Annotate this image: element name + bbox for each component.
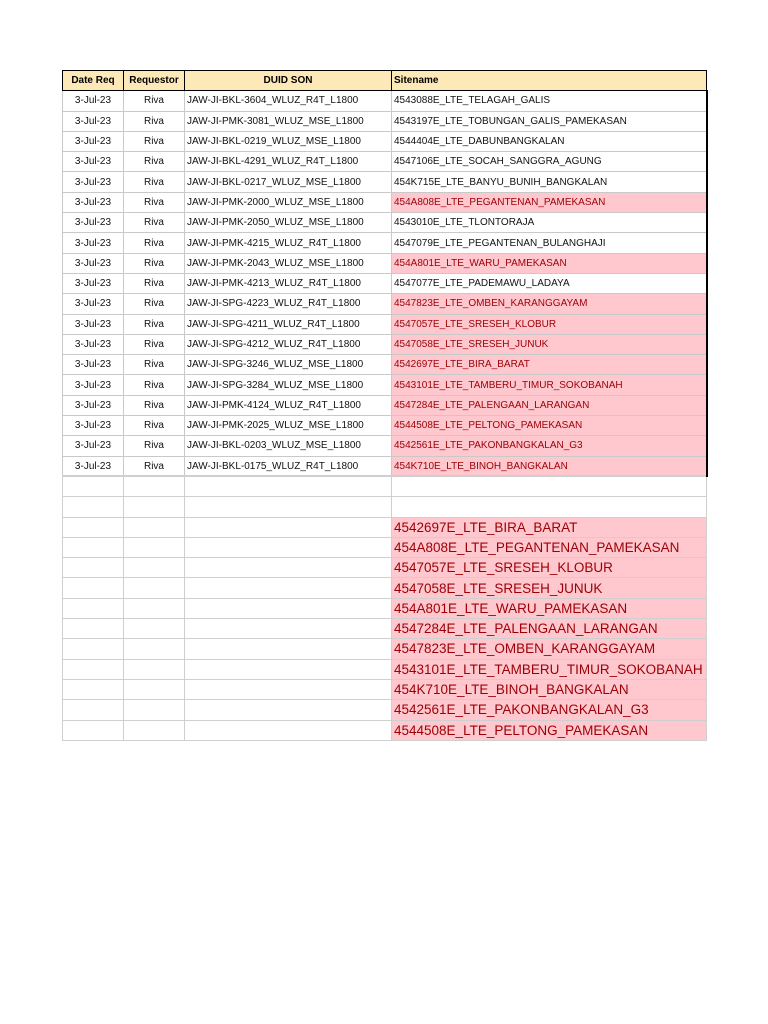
date-cell[interactable]: 3-Jul-23 [63, 131, 124, 151]
extra-sitename-cell[interactable]: 454K710E_LTE_BINOH_BANGKALAN [392, 679, 707, 699]
sitename-cell[interactable]: 4543101E_LTE_TAMBERU_TIMUR_SOKOBANAH [392, 375, 707, 395]
extra-row [63, 598, 707, 618]
sitename-cell[interactable]: 4542697E_LTE_BIRA_BARAT [392, 355, 707, 375]
duid-cell[interactable]: JAW-JI-BKL-3604_WLUZ_R4T_L1800 [185, 91, 392, 111]
sitename-cell[interactable]: 4544508E_LTE_PELTONG_PAMEKASAN [392, 416, 707, 436]
header-duid-son[interactable]: DUID SON [185, 71, 392, 91]
empty-cell[interactable] [63, 659, 124, 679]
empty-cell[interactable] [63, 476, 124, 496]
date-cell[interactable]: 3-Jul-23 [63, 416, 124, 436]
empty-cell[interactable] [124, 578, 185, 598]
duid-cell[interactable]: JAW-JI-BKL-4291_WLUZ_R4T_L1800 [185, 152, 392, 172]
empty-cell[interactable] [185, 679, 392, 699]
extra-sitename-cell[interactable]: 4542697E_LTE_BIRA_BARAT [392, 517, 707, 537]
requestor-cell[interactable]: Riva [124, 273, 185, 293]
requestor-cell[interactable]: Riva [124, 253, 185, 273]
table-row [63, 436, 707, 456]
duid-cell[interactable]: JAW-JI-SPG-4211_WLUZ_R4T_L1800 [185, 314, 392, 334]
empty-cell[interactable] [185, 497, 392, 517]
requestor-cell[interactable]: Riva [124, 375, 185, 395]
sitename-cell[interactable]: 4543088E_LTE_TELAGAH_GALIS [392, 91, 707, 111]
sitename-cell[interactable]: 454A808E_LTE_PEGANTENAN_PAMEKASAN [392, 192, 707, 212]
date-cell[interactable]: 3-Jul-23 [63, 213, 124, 233]
extra-sitename-cell[interactable]: 4547284E_LTE_PALENGAAN_LARANGAN [392, 619, 707, 639]
empty-cell[interactable] [185, 720, 392, 740]
date-cell[interactable]: 3-Jul-23 [63, 294, 124, 314]
site-table [62, 70, 708, 741]
empty-cell[interactable] [63, 619, 124, 639]
extra-sitename-cell[interactable]: 454A801E_LTE_WARU_PAMEKASAN [392, 598, 707, 618]
table-row [63, 395, 707, 415]
data-rows [63, 91, 707, 477]
sitename-cell[interactable]: 4547823E_LTE_OMBEN_KARANGGAYAM [392, 294, 707, 314]
duid-cell[interactable]: JAW-JI-BKL-0203_WLUZ_MSE_L1800 [185, 436, 392, 456]
extra-row [63, 497, 707, 517]
date-cell[interactable]: 3-Jul-23 [63, 172, 124, 192]
empty-cell[interactable] [124, 537, 185, 557]
table-row [63, 273, 707, 293]
sitename-cell[interactable]: 454K715E_LTE_BANYU_BUNIH_BANGKALAN [392, 172, 707, 192]
extra-sitename-cell[interactable]: 4547823E_LTE_OMBEN_KARANGGAYAM [392, 639, 707, 659]
duid-cell[interactable]: JAW-JI-PMK-2025_WLUZ_MSE_L1800 [185, 416, 392, 436]
header-requestor[interactable]: Requestor [124, 71, 185, 91]
table-row [63, 192, 707, 212]
empty-cell[interactable] [185, 619, 392, 639]
extra-row [63, 619, 707, 639]
extra-row [63, 659, 707, 679]
empty-cell[interactable] [63, 558, 124, 578]
sitename-cell[interactable]: 4547284E_LTE_PALENGAAN_LARANGAN [392, 395, 707, 415]
empty-cell[interactable] [185, 558, 392, 578]
requestor-cell[interactable]: Riva [124, 395, 185, 415]
empty-cell[interactable] [124, 720, 185, 740]
sitename-cell[interactable]: 454A801E_LTE_WARU_PAMEKASAN [392, 253, 707, 273]
empty-cell[interactable] [124, 679, 185, 699]
empty-cell[interactable] [185, 517, 392, 537]
sitename-cell[interactable]: 4547057E_LTE_SRESEH_KLOBUR [392, 314, 707, 334]
spreadsheet [62, 70, 706, 741]
date-cell[interactable]: 3-Jul-23 [63, 395, 124, 415]
date-cell[interactable]: 3-Jul-23 [63, 273, 124, 293]
empty-cell[interactable] [63, 639, 124, 659]
date-cell[interactable]: 3-Jul-23 [63, 152, 124, 172]
duid-cell[interactable]: JAW-JI-SPG-4223_WLUZ_R4T_L1800 [185, 294, 392, 314]
duid-cell[interactable]: JAW-JI-PMK-2000_WLUZ_MSE_L1800 [185, 192, 392, 212]
table-row [63, 172, 707, 192]
sitename-cell[interactable]: 4543010E_LTE_TLONTORAJA [392, 213, 707, 233]
duid-cell[interactable]: JAW-JI-PMK-4213_WLUZ_R4T_L1800 [185, 273, 392, 293]
header-date-req[interactable]: Date Req [63, 71, 124, 91]
duid-cell[interactable]: JAW-JI-PMK-2043_WLUZ_MSE_L1800 [185, 253, 392, 273]
duid-cell[interactable]: JAW-JI-PMK-4215_WLUZ_R4T_L1800 [185, 233, 392, 253]
sitename-cell[interactable]: 4547106E_LTE_SOCAH_SANGGRA_AGUNG [392, 152, 707, 172]
requestor-cell[interactable]: Riva [124, 334, 185, 354]
requestor-cell[interactable]: Riva [124, 152, 185, 172]
empty-cell[interactable] [124, 659, 185, 679]
date-cell[interactable]: 3-Jul-23 [63, 355, 124, 375]
date-cell[interactable]: 3-Jul-23 [63, 233, 124, 253]
duid-cell[interactable]: JAW-JI-BKL-0175_WLUZ_R4T_L1800 [185, 456, 392, 476]
table-row [63, 355, 707, 375]
extra-rows [63, 476, 707, 740]
requestor-cell[interactable]: Riva [124, 416, 185, 436]
empty-cell[interactable] [63, 537, 124, 557]
extra-row [63, 537, 707, 557]
requestor-cell[interactable]: Riva [124, 436, 185, 456]
extra-row [63, 476, 707, 496]
requestor-cell[interactable]: Riva [124, 456, 185, 476]
empty-cell[interactable] [63, 598, 124, 618]
table-row [63, 334, 707, 354]
date-cell[interactable]: 3-Jul-23 [63, 91, 124, 111]
extra-row [63, 720, 707, 740]
requestor-cell[interactable]: Riva [124, 111, 185, 131]
sitename-cell[interactable]: 4547077E_LTE_PADEMAWU_LADAYA [392, 273, 707, 293]
extra-sitename-cell[interactable]: 4542561E_LTE_PAKONBANGKALAN_G3 [392, 700, 707, 720]
date-cell[interactable]: 3-Jul-23 [63, 192, 124, 212]
extra-row [63, 679, 707, 699]
extra-sitename-cell[interactable] [392, 476, 707, 496]
empty-cell[interactable] [185, 476, 392, 496]
extra-row [63, 700, 707, 720]
date-cell[interactable]: 3-Jul-23 [63, 436, 124, 456]
empty-cell[interactable] [185, 659, 392, 679]
empty-cell[interactable] [124, 619, 185, 639]
header-row [63, 71, 707, 91]
extra-row [63, 558, 707, 578]
duid-cell[interactable]: JAW-JI-BKL-0217_WLUZ_MSE_L1800 [185, 172, 392, 192]
duid-cell[interactable]: JAW-JI-SPG-4212_WLUZ_R4T_L1800 [185, 334, 392, 354]
sitename-cell[interactable]: 4547079E_LTE_PEGANTENAN_BULANGHAJI [392, 233, 707, 253]
requestor-cell[interactable]: Riva [124, 314, 185, 334]
empty-cell[interactable] [63, 720, 124, 740]
table-row [63, 233, 707, 253]
extra-row [63, 517, 707, 537]
table-row [63, 253, 707, 273]
requestor-cell[interactable]: Riva [124, 192, 185, 212]
empty-cell[interactable] [124, 639, 185, 659]
table-row [63, 131, 707, 151]
empty-cell[interactable] [63, 700, 124, 720]
table-row [63, 213, 707, 233]
requestor-cell[interactable]: Riva [124, 355, 185, 375]
table-row [63, 375, 707, 395]
table-row [63, 152, 707, 172]
date-cell[interactable]: 3-Jul-23 [63, 253, 124, 273]
requestor-cell[interactable]: Riva [124, 91, 185, 111]
empty-cell[interactable] [63, 497, 124, 517]
sitename-cell[interactable]: 4543197E_LTE_TOBUNGAN_GALIS_PAMEKASAN [392, 111, 707, 131]
extra-sitename-cell[interactable]: 4547058E_LTE_SRESEH_JUNUK [392, 578, 707, 598]
empty-cell[interactable] [185, 537, 392, 557]
table-row [63, 314, 707, 334]
requestor-cell[interactable]: Riva [124, 213, 185, 233]
sitename-cell[interactable]: 454K710E_LTE_BINOH_BANGKALAN [392, 456, 707, 476]
empty-cell[interactable] [185, 598, 392, 618]
duid-cell[interactable]: JAW-JI-SPG-3284_WLUZ_MSE_L1800 [185, 375, 392, 395]
empty-cell[interactable] [124, 700, 185, 720]
duid-cell[interactable]: JAW-JI-PMK-2050_WLUZ_MSE_L1800 [185, 213, 392, 233]
empty-cell[interactable] [124, 497, 185, 517]
extra-sitename-cell[interactable]: 454A808E_LTE_PEGANTENAN_PAMEKASAN [392, 537, 707, 557]
empty-cell[interactable] [63, 679, 124, 699]
extra-row [63, 639, 707, 659]
duid-cell[interactable]: JAW-JI-PMK-3081_WLUZ_MSE_L1800 [185, 111, 392, 131]
date-cell[interactable]: 3-Jul-23 [63, 111, 124, 131]
empty-cell[interactable] [185, 639, 392, 659]
table-row [63, 456, 707, 476]
sitename-cell[interactable]: 4542561E_LTE_PAKONBANGKALAN_G3 [392, 436, 707, 456]
date-cell[interactable]: 3-Jul-23 [63, 375, 124, 395]
empty-cell[interactable] [124, 476, 185, 496]
empty-cell[interactable] [185, 578, 392, 598]
duid-cell[interactable]: JAW-JI-PMK-4124_WLUZ_R4T_L1800 [185, 395, 392, 415]
empty-cell[interactable] [124, 598, 185, 618]
requestor-cell[interactable]: Riva [124, 131, 185, 151]
empty-cell[interactable] [124, 517, 185, 537]
date-cell[interactable]: 3-Jul-23 [63, 456, 124, 476]
table-row [63, 294, 707, 314]
header-sitename[interactable]: Sitename [392, 71, 707, 91]
requestor-cell[interactable]: Riva [124, 294, 185, 314]
extra-sitename-cell[interactable] [392, 497, 707, 517]
sitename-cell[interactable]: 4544404E_LTE_DABUNBANGKALAN [392, 131, 707, 151]
extra-sitename-cell[interactable]: 4543101E_LTE_TAMBERU_TIMUR_SOKOBANAH [392, 659, 707, 679]
empty-cell[interactable] [185, 700, 392, 720]
extra-sitename-cell[interactable]: 4544508E_LTE_PELTONG_PAMEKASAN [392, 720, 707, 740]
table-row [63, 91, 707, 111]
table-row [63, 416, 707, 436]
empty-cell[interactable] [63, 578, 124, 598]
date-cell[interactable]: 3-Jul-23 [63, 334, 124, 354]
duid-cell[interactable]: JAW-JI-SPG-3246_WLUZ_MSE_L1800 [185, 355, 392, 375]
requestor-cell[interactable]: Riva [124, 172, 185, 192]
duid-cell[interactable]: JAW-JI-BKL-0219_WLUZ_MSE_L1800 [185, 131, 392, 151]
sitename-cell[interactable]: 4547058E_LTE_SRESEH_JUNUK [392, 334, 707, 354]
table-row [63, 111, 707, 131]
empty-cell[interactable] [63, 517, 124, 537]
date-cell[interactable]: 3-Jul-23 [63, 314, 124, 334]
empty-cell[interactable] [124, 558, 185, 578]
extra-row [63, 578, 707, 598]
requestor-cell[interactable]: Riva [124, 233, 185, 253]
extra-sitename-cell[interactable]: 4547057E_LTE_SRESEH_KLOBUR [392, 558, 707, 578]
